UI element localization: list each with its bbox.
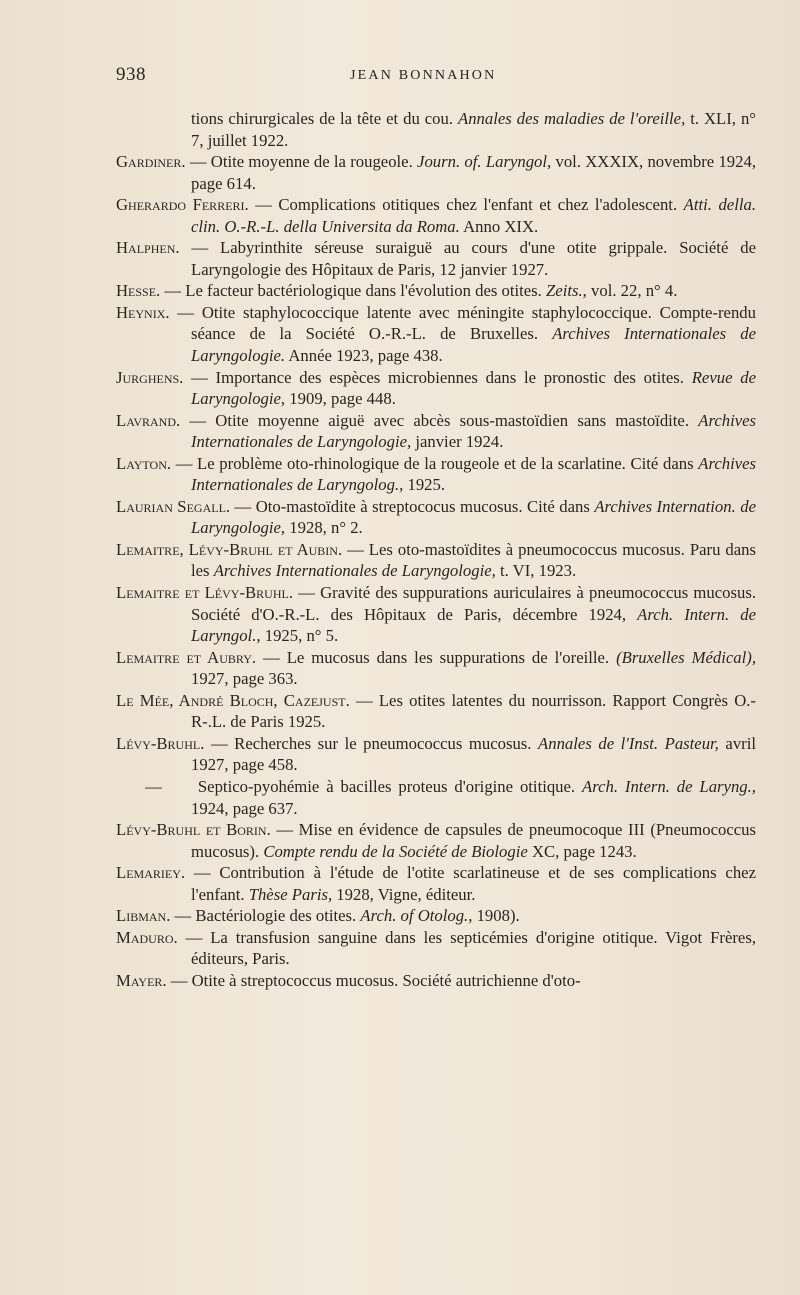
entry-details: avril 1927, page 458. — [191, 733, 756, 775]
bibliography-entry — [116, 539, 756, 582]
entry-author: Hesse. — [116, 281, 161, 301]
bibliography-entry — [116, 194, 756, 237]
entry-author: Heynix. — [116, 302, 170, 322]
bibliography-entry — [116, 302, 756, 367]
entry-author: Jurghens. — [116, 367, 184, 387]
entry-title: — Le mucosus dans les suppurations de l'oreille. — [256, 647, 610, 667]
bibliography-list — [116, 108, 756, 991]
entry-author: Maduro. — [116, 927, 178, 947]
entry-title: — Bactériologie des otites. — [170, 906, 357, 926]
entry-author: Halphen. — [116, 238, 180, 258]
entry-author: Laurian Segall. — [116, 496, 231, 516]
entry-title: — Le problème oto-rhinologique de la rougeole et de la scarlatine. Cité dans — [171, 453, 694, 473]
bibliography-entry — [116, 496, 756, 539]
bibliography-entry — [116, 819, 756, 862]
bibliography-entry — [116, 690, 756, 733]
entry-title: — Importance des espèces microbiennes dans le pronostic des otites. — [183, 367, 684, 387]
entry-author: Mayer. — [116, 970, 167, 990]
entry-author: Lemariey. — [116, 863, 186, 883]
entry-details: t. XLI, n° 7, juillet 1922. — [191, 109, 756, 150]
entry-title: Septico-pyohémie à bacilles proteus d'origine otitique. — [191, 776, 576, 796]
page-number: 938 — [116, 64, 146, 85]
entry-details: 1928, Vigne, éditeur. — [332, 884, 476, 904]
entry-journal: Compte rendu de la Société de Biologie — [263, 841, 528, 861]
entry-journal: Annales de l'Inst. Pasteur, — [538, 733, 719, 753]
entry-title: — Gravité des suppurations auriculaires à pneumococcus mucosus. Société d'O.-R.-L. des Hôpitaux de Paris, décembre 1924, — [191, 583, 756, 624]
entry-journal: Archives Internationales de Laryngolog., — [191, 453, 757, 495]
entry-journal: Journ. of. Laryngol, — [417, 152, 552, 172]
bibliography-entry — [116, 237, 756, 280]
entry-journal: Zeits., — [546, 281, 587, 301]
entry-title: — Otite à streptococcus mucosus. Société autrichienne d'oto- — [166, 970, 581, 990]
entry-details: 1925, n° 5. — [260, 626, 339, 646]
entry-details: vol. XXXIX, novembre 1924, page 614. — [191, 152, 757, 193]
bibliography-entry — [116, 862, 756, 905]
entry-details: 1928, n° 2. — [285, 518, 363, 538]
bibliography-entry — [116, 776, 756, 819]
entry-author: Lemaitre, Lévy-Bruhl et Aubin. — [116, 539, 343, 559]
page-header — [116, 64, 760, 90]
bibliography-entry — [116, 108, 756, 151]
entry-title: — La transfusion sanguine dans les septicémies d'origine otitique. Vigot Frères, éditeurs, Paris. — [177, 927, 756, 969]
entry-journal: Arch. Intern. de Laryng., — [582, 776, 756, 796]
entry-details: 1924, page 637. — [191, 798, 298, 818]
entry-details: Année 1923, page 438. — [285, 346, 443, 366]
entry-details: Anno XIX. — [459, 216, 539, 236]
entry-journal: Arch. Intern. de Laryngol., — [191, 604, 756, 646]
entry-details: t. VI, 1923. — [495, 561, 577, 581]
entry-journal: Thèse Paris, — [248, 884, 333, 904]
bibliography-entry — [116, 367, 756, 410]
entry-details: 1927, page 363. — [191, 669, 298, 689]
entry-details: 1925. — [403, 475, 446, 495]
entry-author: Layton. — [116, 453, 172, 473]
bibliography-entry — [116, 453, 756, 496]
entry-title: — Recherches sur le pneumococcus mucosus. — [204, 733, 532, 753]
entry-author: Le Mée, André Bloch, Cazejust. — [116, 690, 350, 710]
entry-details: 1909, page 448. — [285, 389, 396, 409]
entry-title: — Labyrinthite séreuse suraiguë au cours d'une otite grippale. Société de Laryngologie des Hôpitaux de Paris, 12 janvier 1927. — [179, 238, 756, 279]
entry-title: — Les oto-mastoïdites à pneumococcus mucosus. Paru dans les — [191, 539, 756, 581]
entry-details: XC, page 1243. — [527, 841, 637, 861]
running-title: JEAN BONNAHON — [350, 68, 497, 83]
entry-title: — Mise en évidence de capsules de pneumocoque III (Pneumococcus mucosus). — [191, 820, 756, 861]
entry-title: — Otite moyenne de la rougeole. — [185, 152, 413, 172]
entry-journal: Archives Internationales de Laryngologie, — [191, 410, 757, 452]
bibliography-entry — [116, 647, 756, 690]
entry-author: Lemaitre et Aubry. — [116, 647, 257, 667]
entry-details: 1908). — [472, 906, 520, 926]
bibliography-entry — [116, 927, 756, 970]
bibliography-entry — [116, 582, 756, 647]
entry-title: — Otite staphylococcique latente avec méningite staphylococcique. Compte-rendu séance de la Société O.-R.-L. de Bruxelles. — [169, 302, 756, 344]
bibliography-entry — [116, 151, 756, 194]
bibliography-entry — [116, 970, 756, 992]
entry-title: — Le facteur bactériologique dans l'évolution des otites. — [160, 281, 542, 301]
entry-journal: Archives Internation. de Laryngologie, — [191, 496, 756, 538]
bibliography-entry — [116, 410, 756, 453]
entry-author: Gherardo Ferreri. — [116, 195, 249, 215]
entry-author: Lemaitre et Lévy-Bruhl. — [116, 583, 293, 603]
entry-journal: Revue de Laryngologie, — [191, 367, 756, 409]
entry-journal: Archives Internationales de Laryngologie. — [191, 324, 756, 366]
entry-journal: Annales des maladies de l'oreille, — [458, 109, 686, 128]
entry-author: Lévy-Bruhl. — [116, 733, 205, 753]
entry-author: — — [145, 776, 162, 796]
entry-author: Libman. — [116, 906, 171, 926]
entry-details: janvier 1924. — [411, 432, 504, 452]
entry-title: tions chirurgicales de la tête et du cou. — [191, 109, 454, 128]
bibliography-entry — [116, 280, 756, 302]
entry-journal: Atti. della. clin. O.-R.-L. della Universita da Roma. — [191, 195, 756, 236]
entry-title: — Complications otitiques chez l'enfant et chez l'adolescent. — [248, 195, 678, 215]
entry-author: Lavrand. — [116, 410, 181, 430]
entry-journal: Archives Internationales de Laryngologie, — [213, 561, 496, 581]
entry-author: Lévy-Bruhl et Borin. — [116, 820, 271, 840]
bibliography-entry — [116, 733, 756, 776]
entry-author: Gardiner. — [116, 152, 186, 172]
entry-details: vol. 22, n° 4. — [586, 281, 678, 301]
entry-journal: (Bruxelles Médical), — [616, 647, 757, 667]
entry-journal: Arch. of Otolog., — [360, 906, 473, 926]
entry-title: — Les otites latentes du nourrisson. Rapport Congrès O.-R-.L. de Paris 1925. — [191, 690, 756, 732]
bibliography-entry — [116, 905, 756, 927]
entry-title: — Otite moyenne aiguë avec abcès sous-mastoïdien sans mastoïdite. — [180, 410, 690, 430]
entry-title: — Contribution à l'étude de l'otite scarlatineuse et de ses complications chez l'enfant. — [185, 863, 756, 904]
entry-title: — Oto-mastoïdite à streptococus mucosus. Cité dans — [230, 496, 590, 516]
